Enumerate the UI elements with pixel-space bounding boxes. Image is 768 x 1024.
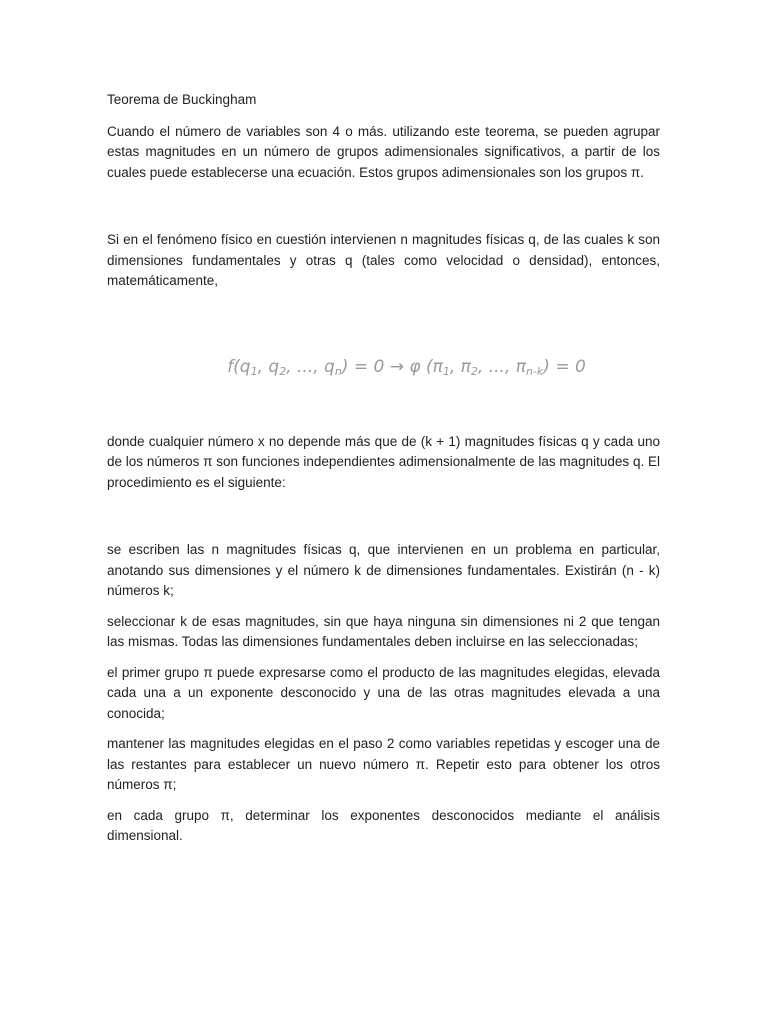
formula-subscript: 1 (250, 364, 258, 378)
formula-part: , ..., π (477, 356, 526, 377)
formula-part: , ..., q (286, 356, 335, 377)
formula-part: ) = 0 (543, 356, 586, 377)
procedure-step-4: mantener las magnitudes elegidas en el paso 2 como variables repetidas y escoger una de las restantes para establecer un nuevo número π. Repetir esto para obtener los otros números π; (107, 736, 660, 792)
document-page (107, 90, 660, 847)
formula-part: f(q (227, 356, 251, 377)
document-title: Teorema de Buckingham (107, 92, 257, 107)
formula-part: , π (449, 356, 471, 377)
procedure-step-3: el primer grupo π puede expresarse como el producto de las magnitudes elegidas, elevada cada una a un exponente desconocido y una de las otras magnitudes elevada a una conocida; (107, 664, 660, 721)
formula-subscript: n (334, 364, 342, 378)
procedure-step-5: en cada grupo π, determinar los exponentes desconocidos mediante el análisis dimensional. (107, 807, 660, 843)
paragraph-context: Si en el fenómeno físico en cuestión intervienen n magnitudes físicas q, de las cuales k son dimensiones fundamentales y otras q (tales como velocidad o densidad), entonces, matemáticamente, (107, 232, 660, 288)
formula-part: , q (257, 356, 280, 377)
formula-subscript: n-k (525, 364, 544, 378)
pi-theorem-formula (107, 352, 660, 382)
formula-subscript: 1 (442, 364, 450, 378)
formula-subscript: 2 (279, 364, 287, 378)
procedure-step-1: se escriben las n magnitudes físicas q, que intervienen en un problema en particular, anotando sus dimensiones y el número k de dimensiones fundamentales. Existirán (n - k) números k; (107, 542, 660, 598)
formula-subscript: 2 (470, 364, 478, 378)
procedure-step-2: seleccionar k de esas magnitudes, sin que haya ninguna sin dimensiones ni 2 que tengan las mismas. Todas las dimensiones fundamentales deben incluirse en las seleccionadas; (107, 613, 660, 649)
paragraph-after-formula: donde cualquier número x no depende más que de (k + 1) magnitudes físicas q y cada uno de los números π son funciones independientes adimensionalmente de las magnitudes q. El procedimiento es el siguiente: (107, 433, 660, 490)
formula-part: ) = 0 → φ (π (341, 356, 443, 377)
paragraph-intro: Cuando el número de variables son 4 o más. utilizando este teorema, se pueden agrupar estas magnitudes en un número de grupos adimensionales significativos, a partir de los cuales puede establecerse una ecuación. Estos grupos adimensionales son los grupos π. (107, 123, 660, 180)
